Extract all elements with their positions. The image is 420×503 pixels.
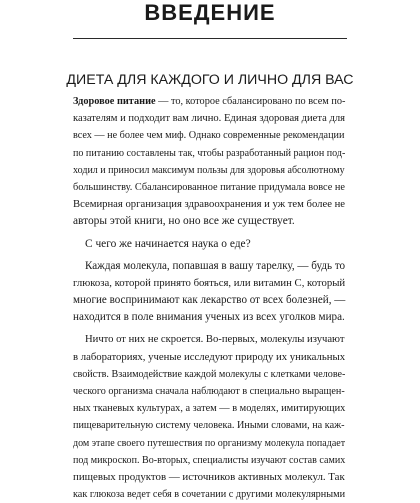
- line-text: по питанию составлены так, чтобы разработанный рацион под-: [73, 147, 346, 159]
- text-line: [73, 435, 345, 452]
- paragraph: [73, 236, 345, 253]
- line-text: авторы этой книги, но оно все же существует.: [73, 215, 295, 228]
- line-text: пищеварительную систему человека. Иными словами, на каж-: [73, 420, 345, 432]
- text-line: [73, 366, 345, 383]
- line-text: находится в поле внимания ученых из всех уголков мира.: [73, 311, 345, 324]
- bold-term: Здоровое питание: [73, 96, 156, 107]
- line-text: глюкоза, которой принято бояться, или витамин С, который: [73, 276, 346, 289]
- line-text: свойств. Взаимодействие каждой молекулы с клетками челове-: [73, 368, 346, 380]
- line-text: — то, которое сбалансировано по всем по-: [155, 96, 346, 107]
- text-line: [73, 383, 345, 400]
- line-text: Каждая молекула, попавшая в вашу тарелку, — будь то: [85, 259, 346, 272]
- text-line: [73, 145, 345, 162]
- line-text: С чего же начинается наука о еде?: [85, 237, 251, 250]
- text-line: [73, 196, 345, 213]
- line-text: как глюкоза ведет себя в сочетании с другими молекулярными: [73, 489, 346, 501]
- text-line: [73, 469, 345, 486]
- paragraph: [73, 331, 345, 503]
- line-text: всех — не более чем миф. Однако современные рекомендации: [73, 130, 345, 142]
- text-line: [73, 110, 345, 127]
- text-line: [73, 292, 345, 309]
- line-text: ческого организма сначала наблюдают в специально выращен-: [73, 386, 345, 397]
- line-text: пищевых продуктов — источников активных молекул. Так: [73, 470, 345, 483]
- line-text: в лабораториях, ученые исследуют природу их уникальных: [73, 350, 346, 363]
- text-line: [73, 258, 345, 275]
- text-line: [73, 331, 345, 348]
- line-text: большинству. Сбалансированное питание придумала вовсе не: [73, 181, 345, 193]
- paragraph: [73, 258, 345, 327]
- text-line: [73, 213, 345, 230]
- paragraph: [73, 93, 345, 231]
- line-text: Всемирная организация здравоохранения и уж тем более не: [73, 199, 346, 211]
- text-line: [73, 400, 345, 417]
- text-line: [73, 236, 345, 253]
- chapter-title: ВВЕДЕНИЕ: [144, 0, 276, 25]
- text-line: [73, 179, 345, 196]
- line-text: ходил и приносил максимум пользы для здоровья абсолютному: [73, 164, 345, 176]
- text-line: [73, 486, 345, 503]
- text-line: [73, 162, 345, 179]
- line-text: дом этапе своего путешествия по организму молекула попадает: [73, 437, 346, 449]
- text-line: [73, 309, 345, 326]
- text-line: [73, 417, 345, 434]
- line-text: под микроскоп. Во-вторых, специалисты изучают состав самих: [73, 454, 346, 466]
- line-text: многие воспринимают как лекарство от всех болезней, —: [73, 294, 346, 307]
- line-text: ных тканевых культурах, а затем — в моделях, имитирующих: [73, 403, 346, 415]
- text-line: [73, 127, 345, 144]
- line-text: Ничто от них не скроется. Во-первых, молекулы изучают: [85, 334, 345, 346]
- text-line: [73, 275, 345, 292]
- text-line: [73, 93, 345, 110]
- line-text: казателям и подходит вам лично. Единая здоровая диета для: [73, 113, 345, 125]
- title-divider: [73, 38, 347, 39]
- body-text: [73, 93, 345, 503]
- text-line: [73, 452, 345, 469]
- section-title: ДИЕТА ДЛЯ КАЖДОГО И ЛИЧНО ДЛЯ ВАС: [66, 72, 354, 88]
- text-line: [73, 349, 345, 366]
